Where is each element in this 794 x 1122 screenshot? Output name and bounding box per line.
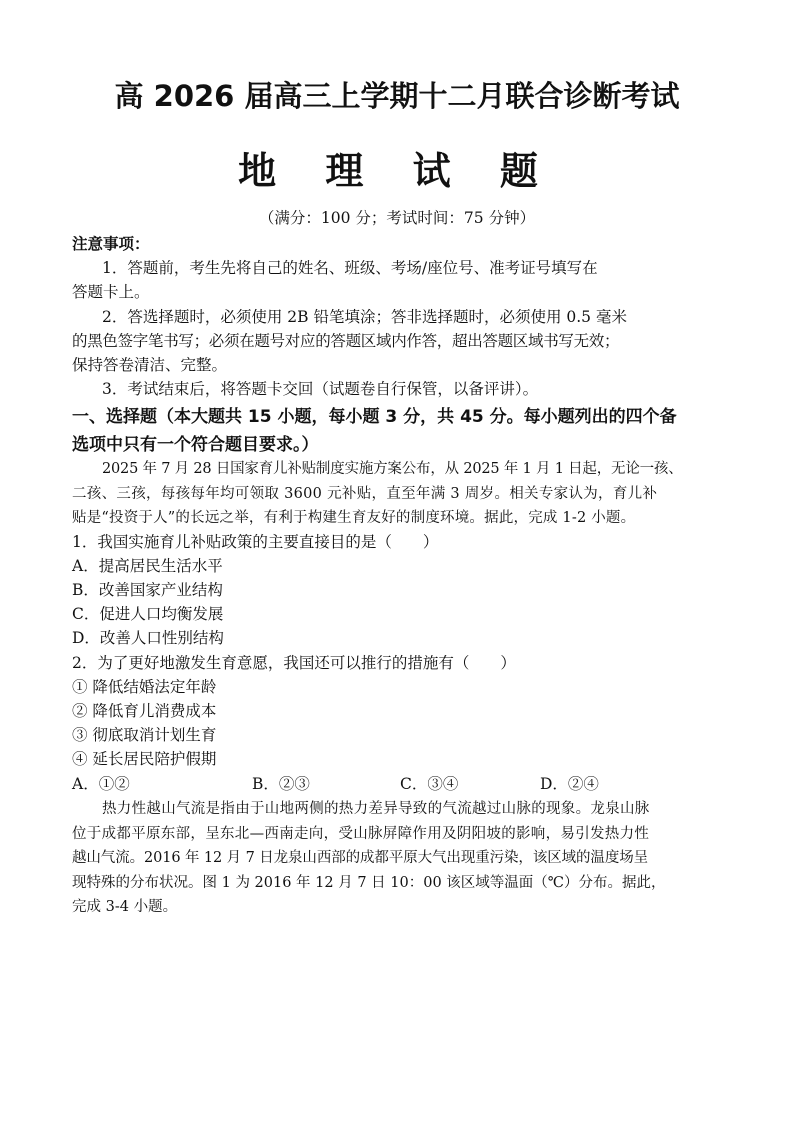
passage2-line: 完成 3-4 小题。: [72, 899, 178, 915]
passage2-line: 位于成都平原东部，呈东北—西南走向，受山脉屏障作用及阴阳坡的影响，易引发热力性: [72, 826, 650, 842]
notice-item-3: 3．考试结束后，将答题卡交回（试题卷自行保管，以备评讲）。: [102, 380, 539, 398]
passage2-line: 现特殊的分布状况。图 1 为 2016 年 12 月 7 日 10：00 该区域等温面（℃）分布。据此，: [72, 875, 666, 891]
q2-option-b: B．②③: [252, 775, 310, 793]
q1-option-d: D．改善人口性别结构: [72, 629, 224, 647]
q1-option-c: C．促进人口均衡发展: [72, 605, 224, 623]
q2-statement-1: ① 降低结婚法定年龄: [72, 678, 217, 696]
passage1-line: 贴是“投资于人”的长远之举，有利于构建生育友好的制度环境。据此，完成 1-2 小题。: [72, 510, 636, 526]
q2-option-c: C．③④: [400, 775, 459, 793]
notice-item-2-cont: 的黑色签字笔书写；必须在题号对应的答题区域内作答，超出答题区域书写无效；: [72, 332, 620, 350]
exam-info: （满分：100 分；考试时间：75 分钟）: [258, 209, 536, 227]
q1-option-b: B．改善国家产业结构: [72, 581, 223, 599]
section-heading-cont: 选项中只有一个符合题目要求。）: [72, 435, 319, 455]
section-heading: 一、选择题（本大题共 15 小题，每小题 3 分，共 45 分。每小题列出的四个备: [72, 407, 677, 427]
passage1-line: 2025 年 7 月 28 日国家育儿补贴制度实施方案公布，从 2025 年 1 月 1 日起，无论一孩、: [102, 461, 683, 477]
notice-item-1: 1．答题前，考生先将自己的姓名、班级、考场/座位号、准考证号填写在: [102, 259, 598, 277]
notice-item-2: 2．答选择题时，必须使用 2B 铅笔填涂；答非选择题时，必须使用 0.5 毫米: [102, 308, 627, 326]
q2-option-d: D．②④: [540, 775, 599, 793]
notice-item-1-cont: 答题卡上。: [72, 283, 150, 301]
q1-option-a: A．提高居民生活水平: [72, 557, 223, 575]
q2-stem: 2．为了更好地激发生育意愿，我国还可以推行的措施有（ ）: [72, 654, 516, 672]
q2-statement-4: ④ 延长居民陪护假期: [72, 750, 217, 768]
notice-item-2-cont2: 保持答卷清洁、完整。: [72, 356, 228, 374]
q2-statement-3: ③ 彻底取消计划生育: [72, 726, 217, 744]
passage2-line: 越山气流。2016 年 12 月 7 日龙泉山西部的成都平原大气出现重污染，该区域的温度场呈: [72, 850, 649, 866]
exam-title: 高 2026 届高三上学期十二月联合诊断考试: [114, 79, 680, 113]
q2-statement-2: ② 降低育儿消费成本: [72, 702, 217, 720]
passage1-line: 二孩、三孩，每孩每年均可领取 3600 元补贴，直至年满 3 周岁。相关专家认为，育儿补: [72, 486, 658, 502]
subject-title: 地 理 试 题: [238, 149, 556, 193]
q1-stem: 1．我国实施育儿补贴政策的主要直接目的是（ ）: [72, 533, 439, 551]
q2-option-a: A．①②: [72, 775, 130, 793]
notice-title: 注意事项：: [72, 234, 150, 253]
passage2-line: 热力性越山气流是指由于山地两侧的热力差异导致的气流越过山脉的现象。龙泉山脉: [102, 801, 650, 817]
